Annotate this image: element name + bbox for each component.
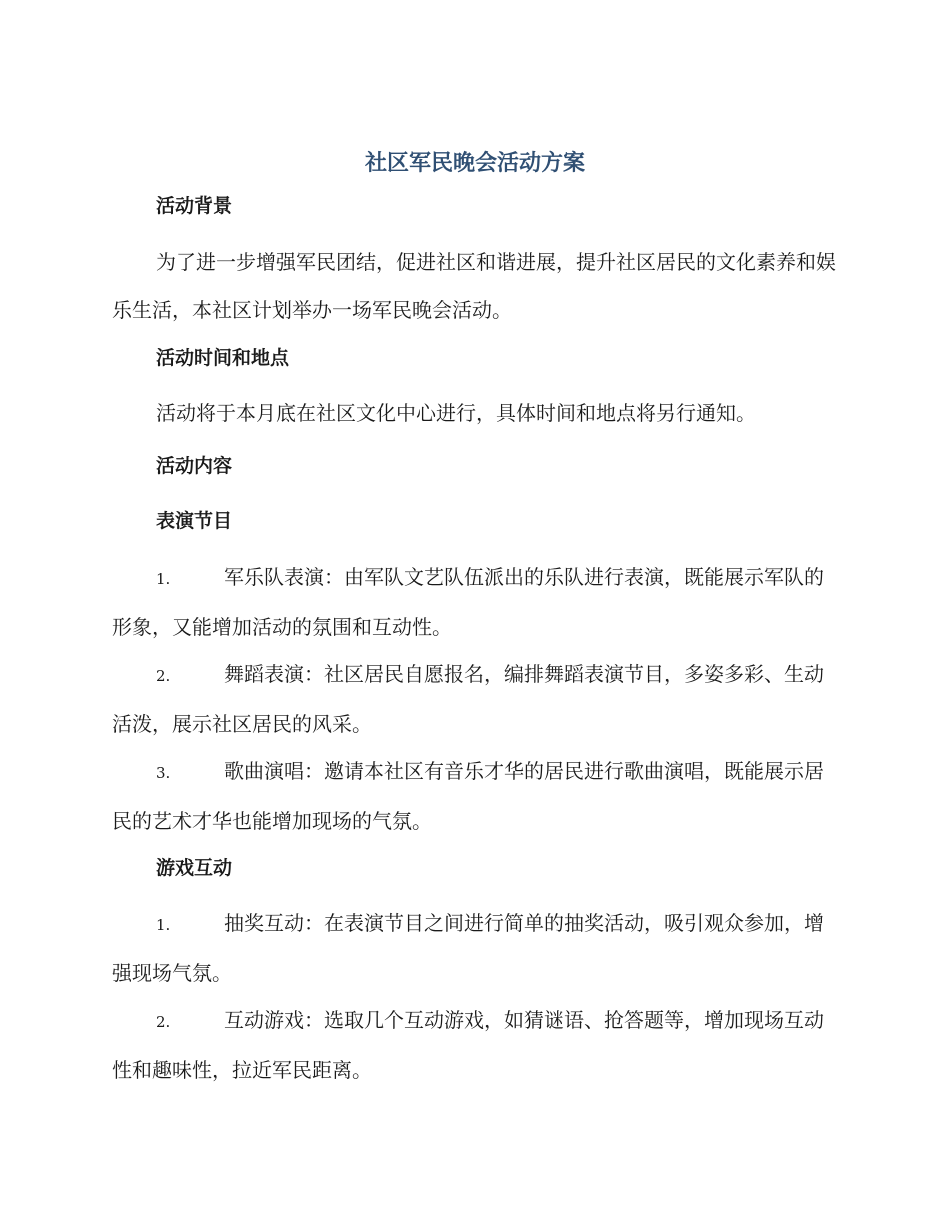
section-heading-time-place: 活动时间和地点 (156, 347, 290, 369)
list-item-text: 抽奖互动：在表演节目之间进行简单的抽奖活动，吸引观众参加，增强现场气氛。 (112, 911, 824, 985)
list-item-game-1 (112, 899, 836, 997)
list-item-number: 1. (156, 570, 171, 588)
paragraph-background: 为了进一步增强军民团结，促进社区和谐进展，提升社区居民的文化素养和娱乐生活，本社区计划举办一场军民晚会活动。 (112, 250, 836, 322)
list-item-number: 2. (156, 667, 171, 685)
list-item-performance-2 (112, 650, 836, 748)
list-item-performance-1 (112, 553, 836, 651)
section-heading-content: 活动内容 (156, 455, 233, 477)
section-heading-background: 活动背景 (156, 195, 233, 217)
list-item-game-2 (112, 996, 836, 1094)
document-title: 社区军民晚会活动方案 (364, 151, 585, 176)
list-item-number: 2. (156, 1013, 171, 1031)
list-item-text: 歌曲演唱：邀请本社区有音乐才华的居民进行歌曲演唱，既能展示居民的艺术才华也能增加现场的气氛。 (112, 759, 824, 833)
list-item-text: 互动游戏：选取几个互动游戏，如猜谜语、抢答题等，增加现场互动性和趣味性，拉近军民距离。 (112, 1008, 824, 1082)
section-heading-performances: 表演节目 (156, 510, 233, 532)
list-item-performance-3 (112, 747, 836, 845)
list-item-text: 舞蹈表演：社区居民自愿报名，编排舞蹈表演节目，多姿多彩、生动活泼，展示社区居民的风采。 (112, 662, 824, 736)
paragraph-time-place: 活动将于本月底在社区文化中心进行，具体时间和地点将另行通知。 (156, 401, 756, 425)
list-item-number: 1. (156, 916, 171, 934)
list-item-number: 3. (156, 764, 171, 782)
list-item-text: 军乐队表演：由军队文艺队伍派出的乐队进行表演，既能展示军队的形象，又能增加活动的氛围和互动性。 (112, 565, 824, 639)
section-heading-games: 游戏互动 (156, 857, 233, 879)
